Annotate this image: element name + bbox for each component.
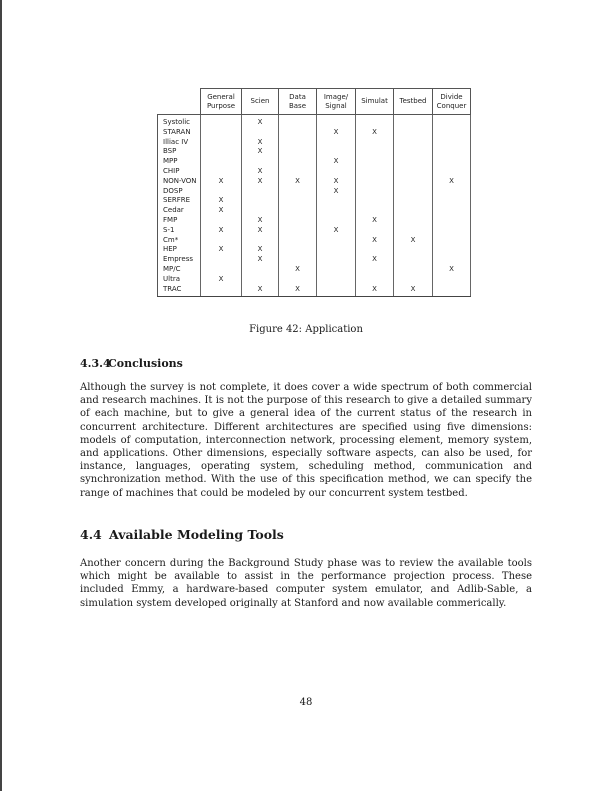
row-label: NON-VON — [158, 177, 201, 187]
table-cell — [279, 236, 317, 246]
table-cell: X — [279, 265, 317, 275]
table-cell — [356, 147, 394, 157]
table-cell — [317, 206, 356, 216]
table-cell — [317, 167, 356, 177]
table-cell: X — [242, 138, 279, 148]
section-number: 4.4 — [80, 527, 102, 542]
table-cell — [433, 157, 471, 167]
table-cell — [279, 138, 317, 148]
table-cell — [394, 115, 433, 128]
table-cell — [201, 128, 242, 138]
table-cell — [433, 167, 471, 177]
table-cell — [433, 255, 471, 265]
table-cell — [201, 138, 242, 148]
table-row — [158, 275, 471, 285]
table-cell — [356, 226, 394, 236]
table-cell — [279, 157, 317, 167]
table-cell — [394, 138, 433, 148]
table-cell — [433, 147, 471, 157]
table-cell: X — [242, 147, 279, 157]
row-label: BSP — [158, 147, 201, 157]
table-cell — [201, 147, 242, 157]
table-cell — [356, 167, 394, 177]
table-cell — [394, 147, 433, 157]
table-cell — [394, 167, 433, 177]
modeling-tools-paragraph: Another concern during the Background Study phase was to review the available tools which might be available to assist in the performance projection process. These included Emmy, a hardware-based computer system emulator, and Adlib-Sable, a simulation system developed originally at Stanford and now available commerically. — [80, 558, 532, 609]
table-cell: X — [201, 206, 242, 216]
row-label: FMP — [158, 216, 201, 226]
section-number: 4.3.4 — [80, 357, 111, 370]
table-row — [158, 138, 471, 148]
table-cell: X — [433, 177, 471, 187]
row-label: Cedar — [158, 206, 201, 216]
table-row — [158, 226, 471, 236]
table-cell — [356, 196, 394, 206]
table-cell — [356, 187, 394, 197]
row-label: Empress — [158, 255, 201, 265]
table-cell — [394, 245, 433, 255]
table-row — [158, 196, 471, 206]
row-label: TRAC — [158, 285, 201, 297]
table-row — [158, 157, 471, 167]
table-cell — [356, 275, 394, 285]
table-row — [158, 187, 471, 197]
table-cell: X — [201, 275, 242, 285]
table-cell: X — [356, 255, 394, 265]
table-cell — [242, 275, 279, 285]
table-cell: X — [242, 167, 279, 177]
table-cell — [394, 187, 433, 197]
table-cell — [433, 187, 471, 197]
table-cell — [394, 157, 433, 167]
table-cell — [317, 275, 356, 285]
row-label: STARAN — [158, 128, 201, 138]
table-cell — [394, 275, 433, 285]
table-cell — [317, 216, 356, 226]
page-number: 48 — [299, 697, 313, 708]
table-cell — [279, 187, 317, 197]
table-header-row — [158, 89, 471, 115]
table-cell — [279, 245, 317, 255]
table-cell — [394, 196, 433, 206]
row-label: SERFRE — [158, 196, 201, 206]
table-cell — [279, 226, 317, 236]
table-cell — [317, 236, 356, 246]
table-cell: X — [242, 255, 279, 265]
table-cell — [279, 115, 317, 128]
table-cell — [317, 147, 356, 157]
table-row — [158, 285, 471, 297]
table-cell: X — [242, 245, 279, 255]
scan-edge — [0, 0, 2, 791]
table-cell — [433, 275, 471, 285]
row-label: MP/C — [158, 265, 201, 275]
table-cell — [279, 147, 317, 157]
table-cell: X — [201, 196, 242, 206]
application-table-figure — [157, 88, 471, 297]
table-cell — [433, 216, 471, 226]
table-cell — [317, 255, 356, 265]
application-table — [157, 88, 471, 297]
section-title: Conclusions — [108, 357, 183, 370]
row-label: CHIP — [158, 167, 201, 177]
table-body — [158, 115, 471, 297]
row-label: Illiac IV — [158, 138, 201, 148]
table-cell — [433, 245, 471, 255]
table-cell — [242, 128, 279, 138]
table-cell — [317, 265, 356, 275]
row-label: Systolic — [158, 115, 201, 128]
conclusions-paragraph: Although the survey is not complete, it does cover a wide spectrum of both commercial and research machines. It is not the purpose of this research to give a detailed summary of each machine, but to give a general idea of the current status of the research in concurrent architecture. Different architectures are specified using five dimensions: models of computation, interconnection network, processing element, memory system, and applications. Other dimensions, especially software aspects, can also be used, for instance, languages, operating system, scheduling method, communication and synchronization method. With the use of this specification method, we can specify the range of machines that could be modeled by our concurrent system testbed. — [80, 382, 532, 499]
table-cell — [356, 157, 394, 167]
table-cell — [201, 265, 242, 275]
table-cell: X — [242, 226, 279, 236]
table-cell — [317, 285, 356, 297]
table-cell — [201, 187, 242, 197]
column-header: Image/ Signal — [317, 89, 356, 115]
table-cell — [201, 236, 242, 246]
table-cell — [356, 138, 394, 148]
table-row — [158, 216, 471, 226]
table-row — [158, 128, 471, 138]
table-cell — [279, 275, 317, 285]
column-header: Data Base — [279, 89, 317, 115]
table-cell — [201, 157, 242, 167]
table-cell — [433, 206, 471, 216]
table-cell: X — [356, 236, 394, 246]
table-cell — [394, 206, 433, 216]
table-cell: X — [279, 177, 317, 187]
table-cell — [279, 196, 317, 206]
table-row — [158, 177, 471, 187]
table-cell: X — [317, 226, 356, 236]
table-cell: X — [317, 157, 356, 167]
row-label: HEP — [158, 245, 201, 255]
row-label: Cm* — [158, 236, 201, 246]
table-cell — [279, 128, 317, 138]
table-cell — [279, 216, 317, 226]
table-cell — [242, 196, 279, 206]
table-cell: X — [201, 226, 242, 236]
table-cell — [317, 245, 356, 255]
table-row — [158, 265, 471, 275]
table-cell: X — [242, 216, 279, 226]
table-cell — [201, 255, 242, 265]
column-header: Testbed — [394, 89, 433, 115]
table-cell — [242, 206, 279, 216]
table-cell — [279, 255, 317, 265]
table-row — [158, 206, 471, 216]
table-cell — [433, 236, 471, 246]
table-row — [158, 115, 471, 128]
table-cell: X — [201, 177, 242, 187]
table-cell — [317, 196, 356, 206]
row-label: Ultra — [158, 275, 201, 285]
table-cell — [201, 285, 242, 297]
table-cell: X — [317, 128, 356, 138]
table-cell — [433, 138, 471, 148]
table-cell: X — [242, 285, 279, 297]
row-label: MPP — [158, 157, 201, 167]
table-cell — [279, 167, 317, 177]
table-cell — [317, 138, 356, 148]
table-cell: X — [317, 177, 356, 187]
section-heading-conclusions — [80, 357, 183, 370]
table-row — [158, 245, 471, 255]
table-row — [158, 147, 471, 157]
table-cell: X — [242, 177, 279, 187]
table-cell — [242, 265, 279, 275]
table-cell — [201, 167, 242, 177]
table-cell — [279, 206, 317, 216]
table-cell: X — [201, 245, 242, 255]
table-cell — [317, 115, 356, 128]
table-cell — [242, 236, 279, 246]
table-cell: X — [356, 216, 394, 226]
table-cell — [356, 177, 394, 187]
column-header: Scien — [242, 89, 279, 115]
table-cell: X — [242, 115, 279, 128]
table-cell — [356, 206, 394, 216]
table-cell — [356, 115, 394, 128]
section-title: Available Modeling Tools — [109, 527, 284, 542]
table-cell — [356, 265, 394, 275]
table-cell — [201, 115, 242, 128]
table-cell — [394, 177, 433, 187]
table-cell — [394, 255, 433, 265]
table-cell: X — [433, 265, 471, 275]
column-header: Divide Conquer — [433, 89, 471, 115]
table-cell — [433, 115, 471, 128]
table-row — [158, 236, 471, 246]
table-cell — [242, 187, 279, 197]
table-cell — [242, 157, 279, 167]
table-cell — [433, 285, 471, 297]
table-row — [158, 255, 471, 265]
table-cell — [433, 196, 471, 206]
table-cell: X — [394, 236, 433, 246]
column-header: General Purpose — [201, 89, 242, 115]
row-label: DOSP — [158, 187, 201, 197]
table-cell — [394, 128, 433, 138]
table-cell: X — [394, 285, 433, 297]
table-cell — [394, 265, 433, 275]
figure-caption: Figure 42: Application — [249, 324, 363, 335]
corner-cell — [158, 89, 201, 115]
table-cell — [433, 226, 471, 236]
row-label: S-1 — [158, 226, 201, 236]
table-cell — [433, 128, 471, 138]
table-cell — [201, 216, 242, 226]
table-cell — [394, 216, 433, 226]
table-cell: X — [317, 187, 356, 197]
table-cell — [356, 245, 394, 255]
table-cell: X — [279, 285, 317, 297]
table-row — [158, 167, 471, 177]
column-header: Simulat — [356, 89, 394, 115]
table-cell — [394, 226, 433, 236]
table-cell: X — [356, 128, 394, 138]
section-heading-modeling-tools — [80, 527, 284, 542]
table-cell: X — [356, 285, 394, 297]
